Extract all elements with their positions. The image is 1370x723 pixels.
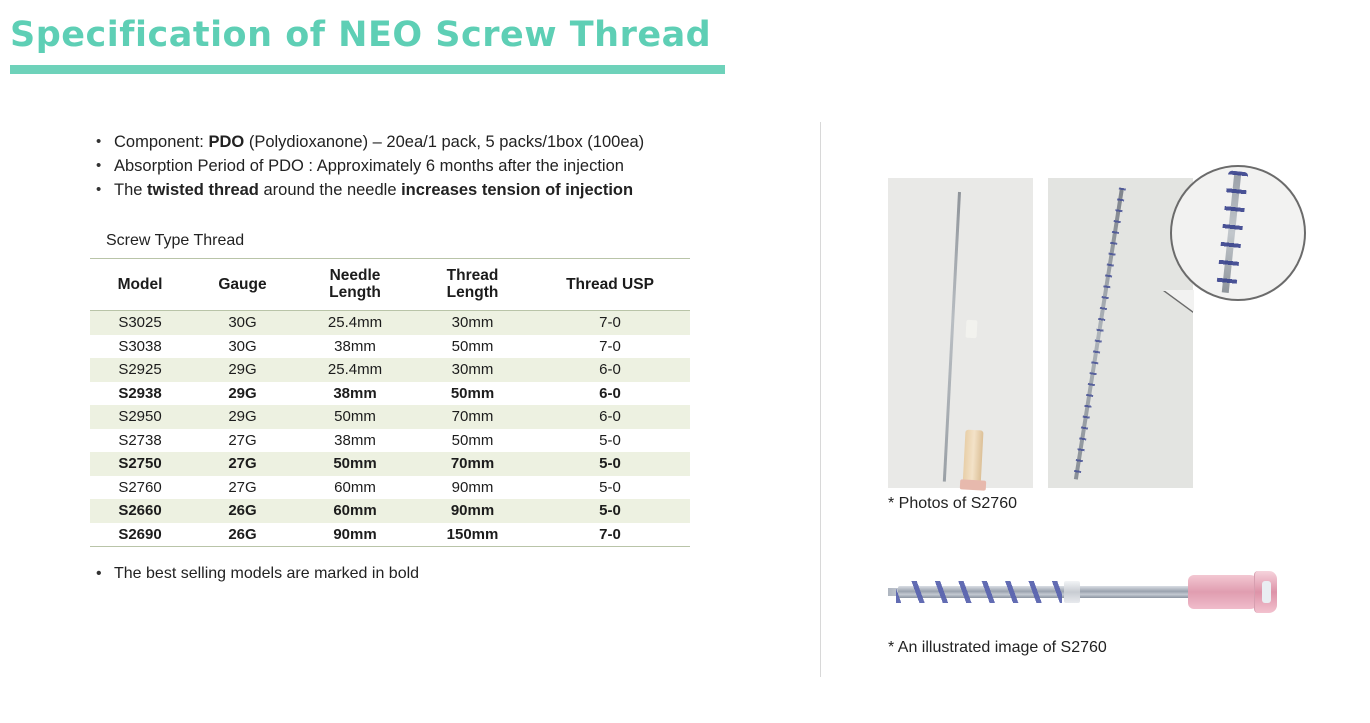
bullet-thread-prefix: The [114,181,148,199]
bullet-absorption-text: Absorption Period of PDO : Approximately 6 months after the injection [114,157,624,175]
col-header-gauge [190,259,295,311]
cell-needle-length: 90mm [295,523,415,547]
photo-panel-left [888,178,1033,488]
col-header-needle-length [295,259,415,311]
cell-thread-length: 30mm [415,358,530,382]
cell-model: S3025 [90,311,190,335]
col-header-thread-line1: Thread [446,267,499,284]
callout-coil-icon [1216,170,1249,295]
table-body [90,311,690,547]
table-caption: Screw Type Thread [106,232,245,249]
cell-gauge: 29G [228,384,257,402]
cell-thread-usp: 5-0 [599,431,621,449]
screw-type-thread-table [90,258,690,547]
table-row [90,523,690,547]
column-divider [820,122,821,677]
bullet-thread-bold: twisted thread [147,181,259,199]
illustration-caption: * An illustrated image of S2760 [888,639,1107,656]
illustration-collar-icon [1064,581,1080,603]
col-header-thread-length [415,259,530,311]
photo-caption: * Photos of S2760 [888,495,1017,512]
cell-needle-length: 25.4mm [295,311,415,335]
illustration-hub-icon [1188,575,1260,609]
bullet-component-rest: (Polydioxanone) – 20ea/1 pack, 5 packs/1box (100ea) [244,133,645,151]
page-title: Specification of NEO Screw Thread [10,15,712,55]
bullet-component-bold: PDO [208,133,245,151]
table-head [90,259,690,311]
bullet-item-twisted-thread [90,178,790,202]
cell-thread-length: 50mm [450,384,495,402]
col-header-thread-usp [530,259,690,311]
col-header-needle-line2: Length [329,284,381,301]
cell-thread-usp: 7-0 [599,337,621,355]
table-row [90,499,690,523]
product-illustration [888,561,1318,629]
col-header-model-line1: Model [117,275,163,293]
cell-thread-length: 70mm [415,452,530,476]
cell-needle-length: 25.4mm [295,358,415,382]
needle-band-icon [966,320,978,339]
bullet-list [90,130,790,202]
needle-hub-base-icon [960,479,986,490]
table-row [90,382,690,406]
left-content-column [90,130,790,583]
col-header-usp-line1: Thread USP [566,275,654,293]
cell-needle-length: 60mm [295,499,415,523]
cell-needle-length: 38mm [333,384,377,402]
cell-gauge: 27G [190,452,295,476]
cell-thread-usp: 5-0 [530,499,690,523]
cell-model: S2690 [90,523,190,547]
bullet-component-prefix: Component: [114,133,209,151]
cell-thread-length: 150mm [415,523,530,547]
col-header-needle-line1: Needle [329,267,381,284]
cell-model: S3038 [118,337,162,355]
magnified-callout [1170,165,1306,301]
col-header-gauge-line1: Gauge [218,275,267,293]
table-footnote: • The best selling models are marked in bold [90,565,690,583]
cell-thread-length: 90mm [415,499,530,523]
cell-thread-usp: 6-0 [599,384,621,402]
cell-thread-usp: 5-0 [530,452,690,476]
callout-tail-icon [1146,290,1194,312]
bullet-thread-mid: around the needle [258,181,402,199]
table-row [90,335,690,359]
bullet-thread-bold-tail: increases tension of injection [401,181,634,199]
table-row [90,429,690,453]
bullet-item-component [90,130,790,154]
col-header-model [90,259,190,311]
cell-thread-length: 50mm [451,337,494,355]
cell-model: S2938 [118,384,162,402]
cell-model: S2925 [90,358,190,382]
cell-model: S2738 [118,431,162,449]
cell-gauge: 30G [228,337,257,355]
cell-needle-length: 38mm [334,337,376,355]
cell-model: S2750 [90,452,190,476]
cell-gauge: 26G [190,523,295,547]
page-header [10,16,770,74]
cell-thread-usp: 6-0 [530,405,690,429]
cell-gauge: 26G [190,499,295,523]
table-row [90,358,690,382]
cell-needle-length: 60mm [334,478,376,496]
table-header-row [90,259,690,311]
cell-model: S2950 [90,405,190,429]
title-underline-rule [10,65,725,74]
cell-model: S2760 [118,478,162,496]
cell-needle-length: 38mm [334,431,376,449]
cell-gauge: 29G [190,358,295,382]
bullet-item-absorption [90,154,790,178]
spec-table-block [90,232,690,583]
col-header-thread-line2: Length [446,284,499,301]
cell-gauge: 27G [228,431,257,449]
cell-needle-length: 50mm [295,405,415,429]
table-row [90,311,690,335]
cell-needle-length: 50mm [295,452,415,476]
cell-thread-usp: 6-0 [530,358,690,382]
cell-gauge: 27G [228,478,257,496]
cell-thread-usp: 7-0 [530,311,690,335]
cell-thread-usp: 5-0 [599,478,621,496]
table-row [90,452,690,476]
cell-gauge: 30G [190,311,295,335]
illustration-hub-opening-icon [1262,581,1271,603]
cell-thread-length: 50mm [451,431,494,449]
cell-thread-length: 70mm [415,405,530,429]
cell-gauge: 29G [190,405,295,429]
cell-thread-usp: 7-0 [530,523,690,547]
cell-thread-length: 90mm [451,478,494,496]
cell-model: S2660 [90,499,190,523]
right-media-column [888,170,1328,657]
table-row [90,476,690,500]
product-photo [888,170,1310,485]
cell-thread-length: 30mm [415,311,530,335]
illustration-thread-coil-icon [896,581,1062,603]
table-row [90,405,690,429]
